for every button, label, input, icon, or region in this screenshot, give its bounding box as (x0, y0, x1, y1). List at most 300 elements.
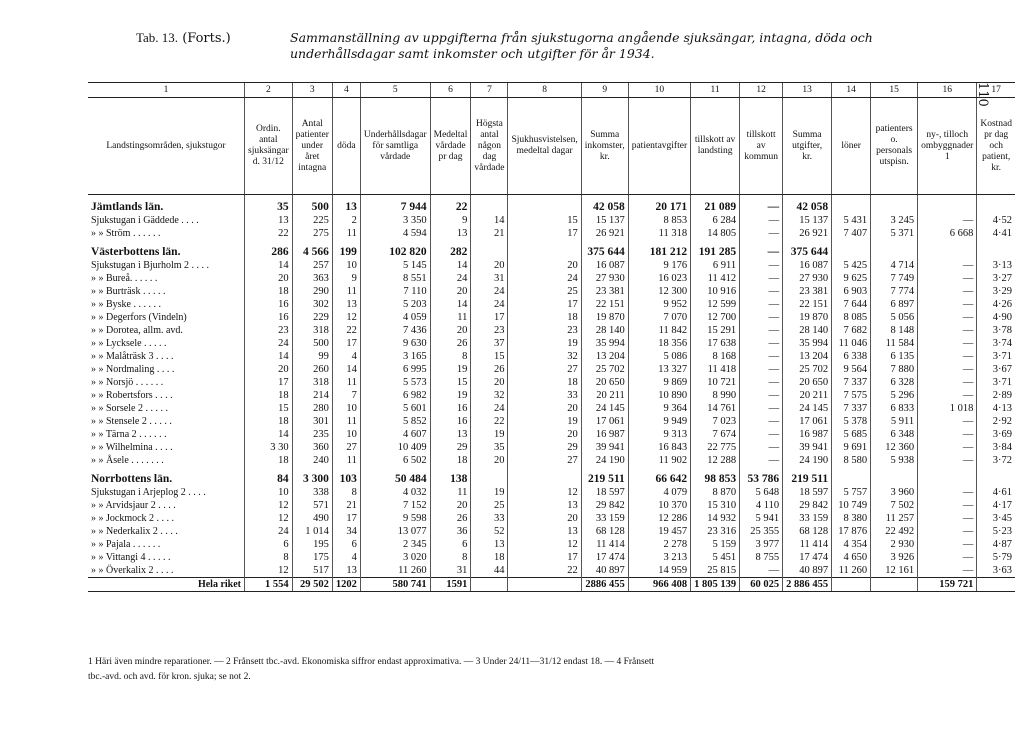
table-cell: 7 880 (871, 363, 918, 376)
table-cell: 9 313 (628, 428, 690, 441)
table-cell (918, 195, 977, 215)
table-cell: 260 (292, 363, 332, 376)
table-cell: — (740, 350, 783, 363)
table-row (88, 441, 1015, 454)
table-cell: 11 414 (581, 538, 628, 551)
table-cell: 25 815 (691, 564, 740, 578)
column-number: 7 (471, 83, 508, 98)
table-cell: 3 926 (871, 551, 918, 564)
table-cell: 60 025 (740, 578, 783, 592)
table-cell: 1202 (332, 578, 360, 592)
table-cell: 12 (508, 486, 581, 499)
column-label: Sjukhusvistelsen, medeltal dagar (508, 98, 581, 195)
table-cell: — (740, 337, 783, 350)
table-cell: — (918, 214, 977, 227)
table-cell: 25 (508, 285, 581, 298)
table-cell: — (918, 389, 977, 402)
table-cell: 9 564 (832, 363, 871, 376)
table-cell: 23 (508, 324, 581, 337)
table-cell: 22 775 (691, 441, 740, 454)
column-label: Summa inkomster, kr. (581, 98, 628, 195)
table-cell: 25 (471, 499, 508, 512)
table-cell: — (740, 214, 783, 227)
table-cell: 25 702 (783, 363, 832, 376)
table-cell: 6 982 (360, 389, 430, 402)
row-label: » » Stensele 2 . . . . . (91, 416, 172, 427)
table-cell: 16 087 (783, 259, 832, 272)
table-cell: — (918, 551, 977, 564)
table-cell: 4 566 (292, 240, 332, 259)
table-cell: 18 (508, 376, 581, 389)
table-cell: 37 (471, 337, 508, 350)
table-cell: 7 152 (360, 499, 430, 512)
table-cell: 7 407 (832, 227, 871, 240)
table-cell: 12 288 (691, 454, 740, 467)
table-cell: 12 (245, 512, 293, 525)
table-cell: 11 046 (832, 337, 871, 350)
table-cell: — (740, 285, 783, 298)
table-cell: 22 (471, 415, 508, 428)
row-label: Jämtlands län. (91, 201, 164, 213)
table-cell: 3·29 (977, 285, 1015, 298)
table-cell: 175 (292, 551, 332, 564)
table-cell: 5 573 (360, 376, 430, 389)
table-cell: — (918, 428, 977, 441)
column-number: 10 (628, 83, 690, 98)
table-cell: 16 843 (628, 441, 690, 454)
table-cell: 50 484 (360, 467, 430, 486)
table-cell: 24 (430, 272, 471, 285)
table-cell: 3·63 (977, 564, 1015, 578)
table-cell: 14 (245, 428, 293, 441)
row-label: » » Sorsele 2 . . . . . (91, 403, 168, 414)
table-cell: 191 285 (691, 240, 740, 259)
table-cell: 7 337 (832, 402, 871, 415)
table-cell (471, 195, 508, 215)
table-number: Tab. 13. (136, 30, 179, 45)
row-label: » » Robertsfors . . . . (91, 390, 173, 401)
column-number: 4 (332, 83, 360, 98)
table-cell: 27 (508, 363, 581, 376)
table-cell: 2 886 455 (783, 578, 832, 592)
table-cell: 19 (508, 337, 581, 350)
table-cell: 3·72 (977, 454, 1015, 467)
table-cell: 9 949 (628, 415, 690, 428)
table-cell: — (918, 272, 977, 285)
table-cell: 8 168 (691, 350, 740, 363)
table-cell: 44 (471, 564, 508, 578)
table-cell: 22 492 (871, 525, 918, 538)
table-cell: 15 137 (581, 214, 628, 227)
table-cell: 11 257 (871, 512, 918, 525)
table-cell: 13 (332, 298, 360, 311)
table-cell: 199 (332, 240, 360, 259)
table-cell: 4·90 (977, 311, 1015, 324)
column-number-row (88, 83, 1015, 98)
column-number: 12 (740, 83, 783, 98)
table-cell: 22 (332, 324, 360, 337)
table-cell (832, 578, 871, 592)
table-cell: 13 (332, 564, 360, 578)
table-cell: 7 682 (832, 324, 871, 337)
table-cell: 19 870 (783, 311, 832, 324)
table-cell: 4·13 (977, 402, 1015, 415)
table-cell: — (740, 389, 783, 402)
table-cell: 13 077 (360, 525, 430, 538)
table-cell: 18 (245, 454, 293, 467)
table-cell: 11 260 (832, 564, 871, 578)
table-cell: 9 625 (832, 272, 871, 285)
table-cell: 8 580 (832, 454, 871, 467)
column-number: 5 (360, 83, 430, 98)
table-cell: 8 148 (871, 324, 918, 337)
column-label: döda (332, 98, 360, 195)
table-cell: 3·84 (977, 441, 1015, 454)
table-cell: 14 932 (691, 512, 740, 525)
table-cell: 21 (332, 499, 360, 512)
table-cell: — (740, 564, 783, 578)
table-cell (977, 467, 1015, 486)
table-cell: 3 300 (292, 467, 332, 486)
table-cell: 24 (471, 285, 508, 298)
table-cell: — (918, 415, 977, 428)
table-cell: 25 702 (581, 363, 628, 376)
table-cell (471, 240, 508, 259)
table-cell: 17 474 (581, 551, 628, 564)
table-cell: 225 (292, 214, 332, 227)
table-row (88, 389, 1015, 402)
table-cell: 580 741 (360, 578, 430, 592)
row-label: » » Jockmock 2 . . . . (91, 513, 175, 524)
column-label: Kostnad pr dag och patient, kr. (977, 98, 1015, 195)
table-cell: 31 (430, 564, 471, 578)
table-cell: 26 (430, 337, 471, 350)
table-cell: 20 (508, 402, 581, 415)
table-cell: 22 (430, 195, 471, 215)
table-cell: 11 418 (691, 363, 740, 376)
table-cell: 23 381 (581, 285, 628, 298)
table-cell (832, 195, 871, 215)
table-cell: 16 023 (628, 272, 690, 285)
table-cell: 280 (292, 402, 332, 415)
table-cell: 8 380 (832, 512, 871, 525)
table-cell: — (918, 350, 977, 363)
table-cell: 4·52 (977, 214, 1015, 227)
table-cell: 33 (471, 512, 508, 525)
column-label: Ordin. antal sjuksängar d. 31/12 (245, 98, 293, 195)
table-cell: 17 (508, 227, 581, 240)
table-cell: 3·71 (977, 350, 1015, 363)
table-row (88, 512, 1015, 525)
table-row (88, 525, 1015, 538)
table-cell: 8 755 (740, 551, 783, 564)
table-cell: 20 (508, 259, 581, 272)
table-cell: 35 994 (783, 337, 832, 350)
row-label: » » Vittangi 4 . . . . . (91, 552, 171, 563)
table-cell: 5 378 (832, 415, 871, 428)
table-cell: 5·79 (977, 551, 1015, 564)
table-cell: 10 721 (691, 376, 740, 389)
county-row (88, 195, 1015, 215)
table-cell: 214 (292, 389, 332, 402)
table-cell: — (918, 298, 977, 311)
table-cell: 5 145 (360, 259, 430, 272)
table-cell: 4·61 (977, 486, 1015, 499)
table-cell: 7 749 (871, 272, 918, 285)
table-cell: 6 (430, 538, 471, 551)
table-cell: 9 952 (628, 298, 690, 311)
row-label: Västerbottens län. (91, 246, 181, 258)
table-cell: 23 (245, 324, 293, 337)
table-cell: 966 408 (628, 578, 690, 592)
table-cell: 5 648 (740, 486, 783, 499)
table-cell: 2·89 (977, 389, 1015, 402)
table-cell: 27 930 (581, 272, 628, 285)
row-label: » » Nordmaling . . . . (91, 364, 175, 375)
table-header (136, 30, 231, 46)
table-cell: 4 059 (360, 311, 430, 324)
table-cell: 4 354 (832, 538, 871, 551)
row-label: » » Malåträsk 3 . . . . (91, 351, 174, 362)
table-cell: 1 014 (292, 525, 332, 538)
table-cell: 20 (471, 454, 508, 467)
table-cell: 257 (292, 259, 332, 272)
table-cell: 500 (292, 195, 332, 215)
table-cell: 5 938 (871, 454, 918, 467)
table-cell: 6 (245, 538, 293, 551)
table-cell: 17 876 (832, 525, 871, 538)
table-cell: 3·78 (977, 324, 1015, 337)
table-cell: 19 (471, 428, 508, 441)
table-cell: 12 161 (871, 564, 918, 578)
table-cell: 1 805 139 (691, 578, 740, 592)
table-cell: 6 502 (360, 454, 430, 467)
county-row (88, 467, 1015, 486)
table-cell: 13 (508, 499, 581, 512)
table-cell: 5 601 (360, 402, 430, 415)
table-cell: 7 502 (871, 499, 918, 512)
table-cell: 229 (292, 311, 332, 324)
table-cell: 4 032 (360, 486, 430, 499)
table-cell: 11 414 (783, 538, 832, 551)
table-cell: 219 511 (783, 467, 832, 486)
table-cell: 2 278 (628, 538, 690, 551)
table-row (88, 538, 1015, 551)
table-cell: 8 853 (628, 214, 690, 227)
row-label: » » Degerfors (Vindeln) (91, 312, 187, 323)
table-row (88, 428, 1015, 441)
table-cell: 5·23 (977, 525, 1015, 538)
table-cell: 20 (471, 259, 508, 272)
table-cell: — (740, 428, 783, 441)
table-cell: 10 749 (832, 499, 871, 512)
table-cell: 290 (292, 285, 332, 298)
table-cell: 7 644 (832, 298, 871, 311)
table-cell: — (918, 311, 977, 324)
table-cell: 9 869 (628, 376, 690, 389)
table-cell: 68 128 (783, 525, 832, 538)
table-cell: — (740, 195, 783, 215)
table-cell: 33 159 (581, 512, 628, 525)
table-cell: 20 211 (581, 389, 628, 402)
table-cell: 4·26 (977, 298, 1015, 311)
table-cell: 11 (332, 376, 360, 389)
table-cell: 15 (508, 214, 581, 227)
table-cell: 275 (292, 227, 332, 240)
table-cell: 36 (430, 525, 471, 538)
table-cell: 4 594 (360, 227, 430, 240)
table-cell (871, 467, 918, 486)
table-cell: 7 575 (832, 389, 871, 402)
column-label: tillskott av landsting (691, 98, 740, 195)
table-cell: 15 291 (691, 324, 740, 337)
table-cell: 9 176 (628, 259, 690, 272)
table-cell: 6 911 (691, 259, 740, 272)
table-cell: 27 930 (783, 272, 832, 285)
table-cell: 24 (245, 525, 293, 538)
table-cell: 6 668 (918, 227, 977, 240)
table-cell: 1591 (430, 578, 471, 592)
table-cell: 517 (292, 564, 332, 578)
table-cell: 16 087 (581, 259, 628, 272)
table-cell: 21 089 (691, 195, 740, 215)
table-cell: 4 079 (628, 486, 690, 499)
table-cell: 53 786 (740, 467, 783, 486)
table-cell: 7 436 (360, 324, 430, 337)
column-number: 3 (292, 83, 332, 98)
table-cell: 4 714 (871, 259, 918, 272)
column-number: 9 (581, 83, 628, 98)
table-cell: 19 (471, 486, 508, 499)
county-row (88, 240, 1015, 259)
table-cell (508, 578, 581, 592)
table-cell: — (918, 337, 977, 350)
table-body (88, 195, 1015, 592)
table-cell: 18 (245, 285, 293, 298)
table-cell: 9 630 (360, 337, 430, 350)
table-cell: — (918, 363, 977, 376)
table-cell: 7 023 (691, 415, 740, 428)
column-label: tillskott av kommun (740, 98, 783, 195)
table-cell (918, 467, 977, 486)
table-cell: 9 364 (628, 402, 690, 415)
table-row (88, 486, 1015, 499)
table-cell: 4 (332, 350, 360, 363)
table-cell: 2886 455 (581, 578, 628, 592)
table-cell: 33 (508, 389, 581, 402)
table-cell: 3·69 (977, 428, 1015, 441)
table-cell: 34 (332, 525, 360, 538)
table-cell (977, 195, 1015, 215)
table-cell: 39 941 (783, 441, 832, 454)
table-cell: 3·45 (977, 512, 1015, 525)
row-label: » » Nederkalix 2 . . . . (91, 526, 178, 537)
table-cell: 375 644 (783, 240, 832, 259)
table-cell: 17 474 (783, 551, 832, 564)
table-cell: 11 584 (871, 337, 918, 350)
table-cell: 5 159 (691, 538, 740, 551)
table-cell: 20 211 (783, 389, 832, 402)
table-cell: 219 511 (581, 467, 628, 486)
table-cell: 19 (508, 415, 581, 428)
table-cell: 24 190 (783, 454, 832, 467)
table-cell: 6 995 (360, 363, 430, 376)
table-cell: 5 757 (832, 486, 871, 499)
table-cell: 19 457 (628, 525, 690, 538)
table-cell: 17 (332, 512, 360, 525)
table-cell: 98 853 (691, 467, 740, 486)
table-cell: 16 (430, 415, 471, 428)
table-cell: — (918, 538, 977, 551)
column-label: patientavgifter (628, 98, 690, 195)
table-cell: 66 642 (628, 467, 690, 486)
table-cell: 571 (292, 499, 332, 512)
table-cell: — (918, 525, 977, 538)
table-cell: — (918, 486, 977, 499)
table-cell: 20 (430, 324, 471, 337)
table-cell: 20 (430, 499, 471, 512)
table-cell: 22 (245, 227, 293, 240)
table-cell: — (918, 499, 977, 512)
table-cell (832, 240, 871, 259)
table-cell: 360 (292, 441, 332, 454)
table-cell: 42 058 (581, 195, 628, 215)
table-cell: 14 (245, 350, 293, 363)
table-cell: 84 (245, 467, 293, 486)
table-row (88, 227, 1015, 240)
table-cell: 18 (471, 551, 508, 564)
table-cell: 10 370 (628, 499, 690, 512)
table-cell: 7 944 (360, 195, 430, 215)
table-cell: 12 599 (691, 298, 740, 311)
continued-label: (Forts.) (182, 31, 231, 46)
table-cell: 35 (245, 195, 293, 215)
footnotes (88, 655, 968, 685)
table-cell: 31 (471, 272, 508, 285)
table-cell: 10 916 (691, 285, 740, 298)
table-row (88, 324, 1015, 337)
table-cell: 19 (430, 389, 471, 402)
table-cell: 20 (471, 376, 508, 389)
table-cell (832, 467, 871, 486)
footnote-line-2: tbc.-avd. och avd. för kron. sjuka; se not 2. (88, 672, 251, 682)
table-cell: 21 (471, 227, 508, 240)
column-label: Antal patienter under året intagna (292, 98, 332, 195)
table-cell: 10 (332, 428, 360, 441)
table-cell: 99 (292, 350, 332, 363)
footnote-line-1: 1 Häri även mindre reparationer. — 2 Frånsett tbc.-avd. Ekonomiska siffror endast approximativa. — 3 Under 24/11—31/12 endast 18. — 4 Frånsett (88, 657, 655, 667)
column-number: 13 (783, 83, 832, 98)
table-cell: — (740, 454, 783, 467)
table-cell: 20 650 (581, 376, 628, 389)
table-cell: 500 (292, 337, 332, 350)
table-cell: 28 140 (783, 324, 832, 337)
table-cell: 8 (245, 551, 293, 564)
table-cell: — (740, 311, 783, 324)
table-cell: — (918, 564, 977, 578)
table-cell: 16 (245, 311, 293, 324)
table-cell (871, 578, 918, 592)
table-cell: 7 (332, 389, 360, 402)
table-cell: 32 (471, 389, 508, 402)
table-cell: 138 (430, 467, 471, 486)
table-cell: 18 356 (628, 337, 690, 350)
table-row (88, 214, 1015, 227)
table-cell: 102 820 (360, 240, 430, 259)
table-cell: 16 987 (581, 428, 628, 441)
table-cell: 14 805 (691, 227, 740, 240)
row-label: » » Pajala . . . . . . (91, 539, 161, 550)
